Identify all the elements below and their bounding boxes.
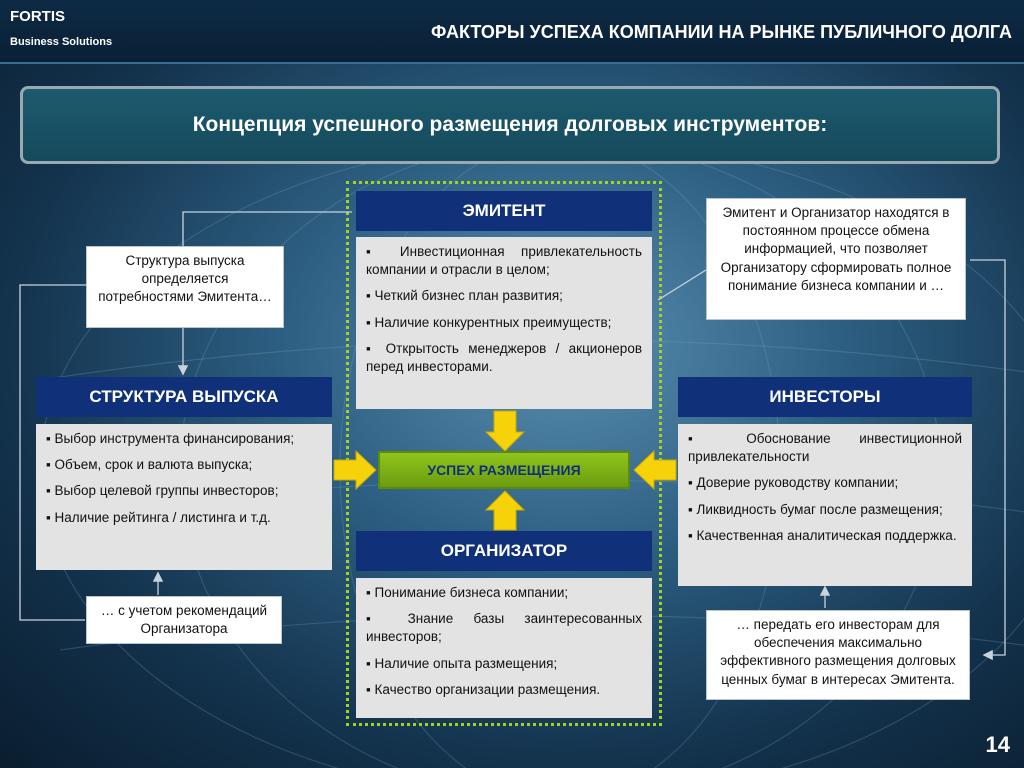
investors-item: ▪ Обоснование инвестиционной привлекательности xyxy=(688,430,962,466)
organizer-item: ▪ Понимание бизнеса компании; xyxy=(366,584,642,602)
line-emitent-to-investor-note xyxy=(658,270,706,300)
structure-item: ▪ Наличие рейтинга / листинга и т.д. xyxy=(46,509,322,527)
logo-subtitle: Business Solutions xyxy=(10,36,113,48)
emitent-item: ▪ Наличие конкурентных преимуществ; xyxy=(366,314,642,332)
organizer-header: ОРГАНИЗАТОР xyxy=(356,531,652,571)
investors-panel xyxy=(678,424,972,586)
note-investors-bottom: … передать его инвесторам для обеспечения максимально эффективного размещения долговых ценных бумаг в интересах Эмитента. xyxy=(706,610,970,700)
investors-header: ИНВЕСТОРЫ xyxy=(678,377,972,417)
structure-item: ▪ Выбор целевой группы инвесторов; xyxy=(46,482,322,500)
organizer-panel xyxy=(356,578,652,718)
note-structure-bottom: … с учетом рекомендаций Организатора xyxy=(86,596,282,644)
investors-item: ▪ Качественная аналитическая поддержка. xyxy=(688,527,962,545)
emitent-item: ▪ Четкий бизнес план развития; xyxy=(366,287,642,305)
organizer-item: ▪ Качество организации размещения. xyxy=(366,681,642,699)
arrow-right-loop xyxy=(970,260,1005,655)
investors-item: ▪ Доверие руководству компании; xyxy=(688,474,962,492)
note-structure-top: Структура выпуска определяется потребностями Эмитента… xyxy=(86,246,284,328)
slide-title: ФАКТОРЫ УСПЕХА КОМПАНИИ НА РЫНКЕ ПУБЛИЧНОГО ДОЛГА xyxy=(431,22,1012,42)
line-emitent-to-note xyxy=(183,212,352,250)
success-box: УСПЕХ РАЗМЕЩЕНИЯ xyxy=(378,451,630,489)
emitent-item: ▪ Инвестиционная привлекательность компании и отрасли в целом; xyxy=(366,243,642,279)
structure-panel xyxy=(36,424,332,570)
note-investors-top: Эмитент и Организатор находятся в постоянном процессе обмена информацией, что позволяет Организатору сформировать полное понимание бизнеса компании и … xyxy=(706,198,966,320)
emitent-panel xyxy=(356,237,652,409)
arrow-left-yellow xyxy=(634,451,676,489)
structure-header: СТРУКТУРА ВЫПУСКА xyxy=(36,377,332,417)
page-number: 14 xyxy=(985,732,1010,757)
arrow-down-yellow xyxy=(486,411,524,451)
emitent-item: ▪ Открытость менеджеров / акционеров перед инвесторами. xyxy=(366,340,642,376)
organizer-item: ▪ Знание базы заинтересованных инвесторов; xyxy=(366,610,642,646)
concept-banner: Концепция успешного размещения долговых инструментов: xyxy=(20,86,1000,164)
logo: FORTIS xyxy=(10,8,65,25)
structure-item: ▪ Выбор инструмента финансирования; xyxy=(46,430,322,448)
structure-item: ▪ Объем, срок и валюта выпуска; xyxy=(46,456,322,474)
organizer-item: ▪ Наличие опыта размещения; xyxy=(366,655,642,673)
arrow-right-yellow xyxy=(334,451,376,489)
investors-item: ▪ Ликвидность бумаг после размещения; xyxy=(688,501,962,519)
emitent-header: ЭМИТЕНТ xyxy=(356,191,652,231)
arrow-up-yellow xyxy=(486,491,524,530)
